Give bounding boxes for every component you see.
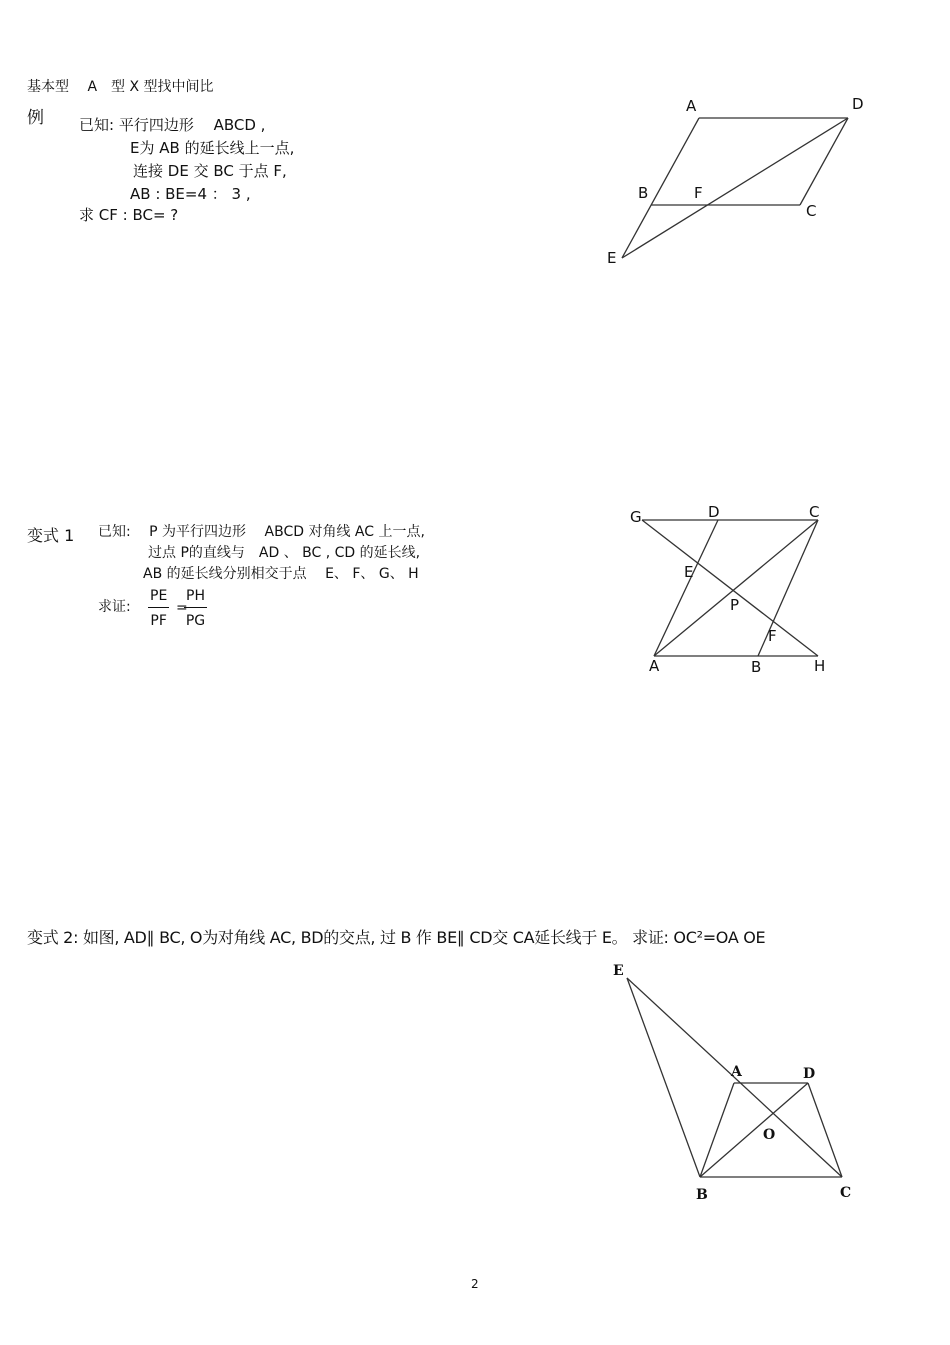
fig1-label-b: B	[638, 184, 649, 202]
fig2-label-f: F	[768, 627, 777, 645]
fig3-label-o: O	[763, 1127, 776, 1143]
page-number: 2	[471, 1277, 479, 1291]
fig2-label-p: P	[730, 596, 740, 614]
fig3-label-b: B	[696, 1187, 708, 1203]
fig3-label-c: C	[840, 1185, 852, 1201]
fig1-label-e: E	[607, 249, 617, 267]
fraction-pg: PG	[185, 613, 206, 629]
s1-line-3: 连接 DE 交 BC 于点 F,	[133, 162, 287, 180]
fraction-pf: PF	[150, 613, 167, 629]
s2-line-1: 已知: P 为平行四边形 ABCD 对角线 AC 上一点,	[98, 524, 425, 540]
variant2-text: 变式 2: 如图, AD∥ BC, O为对角线 AC, BD的交点, 过 B 作 BE∥ CD交 CA延长线于 E。 求证: OC²=OA OE	[27, 928, 766, 947]
s1-line-4: AB : BE=4 ： 3 ,	[130, 185, 251, 203]
fig2-label-e: E	[684, 563, 694, 581]
fig1-label-d: D	[852, 95, 864, 113]
fig1-label-a: A	[686, 97, 697, 115]
variant1-title: 变式 1	[27, 526, 75, 545]
prove-label: 求证:	[98, 599, 131, 615]
fig2-label-b: B	[751, 658, 762, 676]
fig1-label-c: C	[806, 202, 817, 220]
fig2-label-d: D	[708, 503, 720, 521]
s1-line-5: 求 CF : BC= ?	[79, 206, 179, 224]
fig2-label-h: H	[814, 657, 826, 675]
fig1-label-f: F	[694, 184, 703, 202]
section1-heading: 基本型 A 型 X 型找中间比	[27, 79, 214, 95]
fig2-label-c: C	[809, 503, 820, 521]
equals-sign: =	[176, 600, 188, 616]
s1-line-2: E为 AB 的延长线上一点,	[130, 139, 295, 157]
s2-line-2: 过点 P的直线与 AD 、 BC , CD 的延长线,	[148, 545, 421, 561]
fig3-label-e: E	[613, 963, 624, 979]
s2-line-3: AB 的延长线分别相交于点 E、 F、 G、 H	[143, 566, 419, 582]
fig3-dc	[808, 1083, 842, 1177]
s1-line-1: 已知: 平行四边形 ABCD ,	[79, 116, 266, 134]
fig2-label-a: A	[649, 657, 660, 675]
fig3-eb	[627, 978, 700, 1177]
fig3-label-d: D	[803, 1066, 816, 1082]
example-label: 例	[27, 108, 44, 128]
fig3-label-a: A	[731, 1064, 742, 1080]
fig2-label-g: G	[630, 508, 642, 526]
fraction-pe: PE	[148, 588, 169, 608]
fraction-ph: PH	[184, 588, 207, 608]
